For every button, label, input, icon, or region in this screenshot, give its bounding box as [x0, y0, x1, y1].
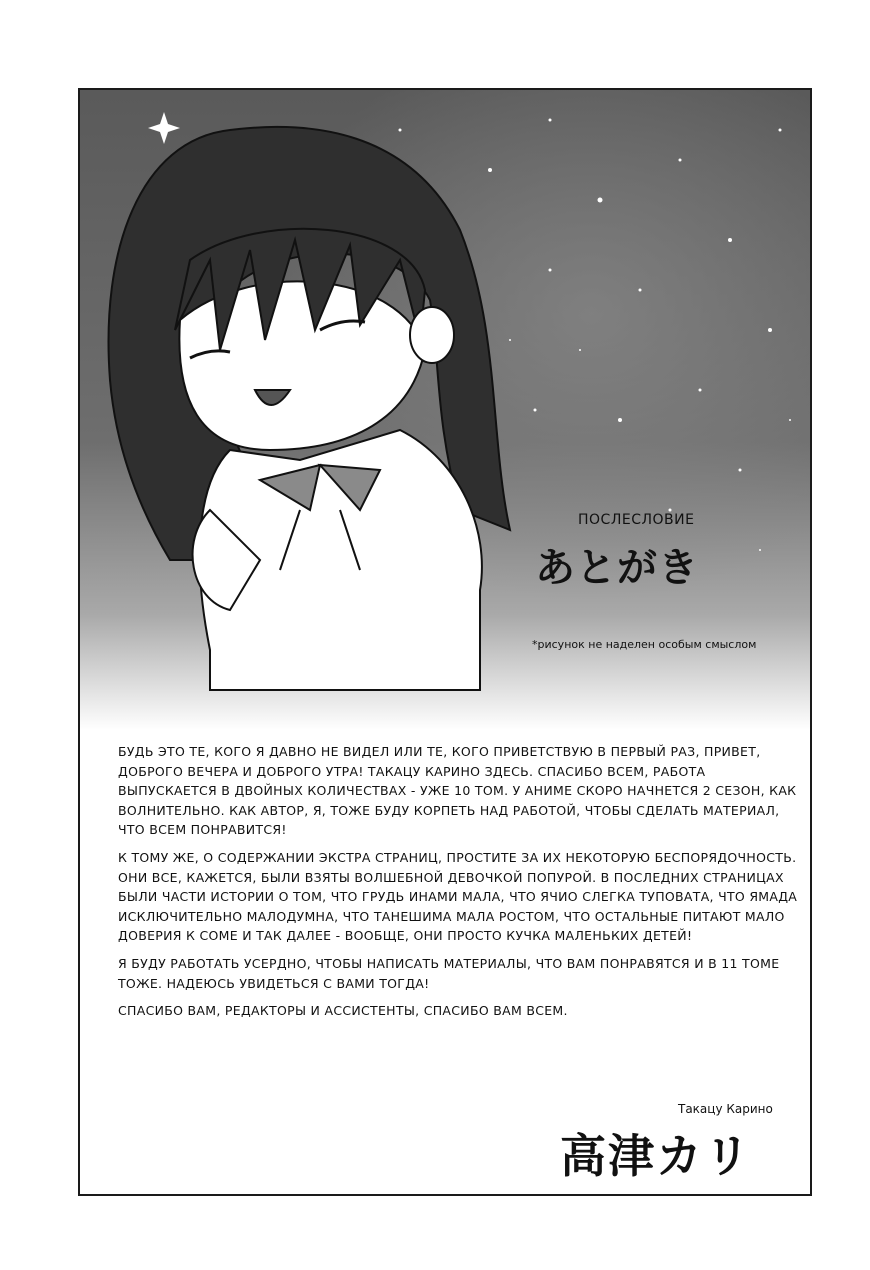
paragraph-2: К ТОМУ ЖЕ, О СОДЕРЖАНИИ ЭКСТРА СТРАНИЦ, ПРОСТИТЕ ЗА ИХ НЕКОТОРУЮ БЕСПОРЯДОЧНОСТЬ. ОНИ ВСЕ, КАЖЕТСЯ, БЫЛИ ВЗЯТЫ ВОЛШЕБНОЙ ДЕВОЧКОЙ ПОПУРОЙ. В ПОСЛЕДНИХ СТРАНИЦАХ БЫЛИ ЧАСТИ ИСТОРИИ О ТОМ, ЧТО ГРУДЬ ИНАМИ МАЛА, ЧТО ЯЧИО СЛЕГКА ТУПОВАТА, ЧТО ЯМАДА ИСКЛЮЧИТЕЛЬНО МАЛОДУМНА, ЧТО ТАНЕШИМА МАЛА РОСТОМ, ЧТО ОСТАЛЬНЫЕ ПИТАЮТ МАЛО ДОВЕРИЯ К СОМЕ И ТАК ДАЛЕЕ - ВООБЩЕ, ОНИ ПРОСТО КУЧКА МАЛЕНЬКИХ ДЕТЕЙ! — [118, 849, 798, 944]
heading-japanese: あとがき — [535, 545, 699, 591]
girl-ear — [410, 307, 454, 363]
paragraph-1: БУДЬ ЭТО ТЕ, КОГО Я ДАВНО НЕ ВИДЕЛ ИЛИ ТЕ, КОГО ПРИВЕТСТВУЮ В ПЕРВЫЙ РАЗ, ПРИВЕТ, ДОБРОГО ВЕЧЕРА И ДОБРОГО УТРА! ТАКАЦУ КАРИНО ЗДЕСЬ. СПАСИБО ВСЕМ, РАБОТА ВЫПУСКАЕТСЯ В ДВОЙНЫХ КОЛИЧЕСТВАХ - УЖЕ 10 ТОМ. У АНИМЕ СКОРО НАЧНЕТСЯ 2 СЕЗОН, КАК ВОЛНИТЕЛЬНО. КАК АВТОР, Я, ТОЖЕ БУДУ КОРПЕТЬ НАД РАБОТОЙ, ЧТОБЫ СДЕЛАТЬ МАТЕРИАЛ, ЧТО ВСЕМ ПОНРАВИТСЯ! — [118, 744, 797, 838]
illustration-note — [532, 636, 762, 654]
starry-sky-illustration — [80, 90, 810, 730]
author-name-russian: Такацу Карино — [678, 1102, 773, 1116]
paragraph-3: Я БУДУ РАБОТАТЬ УСЕРДНО, ЧТОБЫ НАПИСАТЬ МАТЕРИАЛЫ, ЧТО ВАМ ПОНРАВЯТСЯ И В 11 ТОМЕ ТОЖЕ. НАДЕЮСЬ УВИДЕТЬСЯ С ВАМИ ТОГДА! — [118, 955, 780, 991]
heading-russian: ПОСЛЕСЛОВИЕ — [578, 512, 695, 528]
manga-page-frame — [78, 88, 812, 1196]
paragraph-4: СПАСИБО ВАМ, РЕДАКТОРЫ И АССИСТЕНТЫ, СПАСИБО ВАМ ВСЕМ. — [118, 1003, 568, 1019]
author-signature: 高津カリ — [560, 1129, 752, 1183]
afterword-body — [118, 742, 798, 1029]
illustration-note-text: *рисунок не наделен особым смыслом — [532, 638, 757, 651]
girl-illustration-svg — [80, 90, 810, 730]
